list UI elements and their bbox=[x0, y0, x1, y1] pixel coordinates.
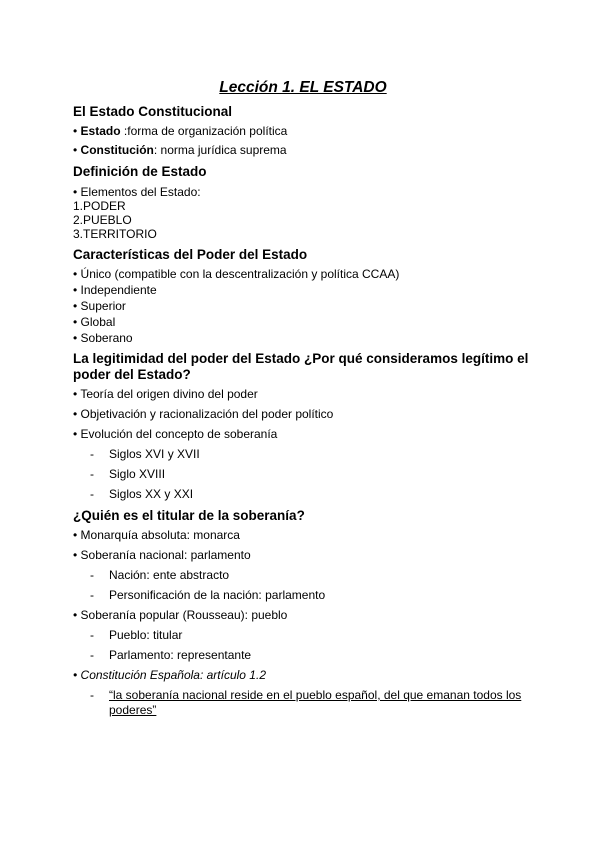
quote-line: “la soberanía nacional reside en el pueblo español, del que emanan todos los bbox=[109, 688, 522, 702]
sub-list-item bbox=[90, 487, 193, 502]
list-item bbox=[73, 668, 266, 683]
list-item bbox=[73, 387, 258, 402]
list-item bbox=[73, 124, 287, 139]
list-item-text: Constitución Española: artículo 1.2 bbox=[80, 668, 266, 682]
bullet-icon: • bbox=[73, 608, 78, 622]
sub-list-item-text: Siglos XX y XXI bbox=[109, 487, 194, 501]
sub-list-item-text: Pueblo: titular bbox=[109, 628, 183, 642]
list-item bbox=[73, 608, 287, 623]
term-estado: Estado bbox=[80, 124, 121, 138]
list-item bbox=[73, 548, 251, 563]
numbered-item-territorio: 3.TERRITORIO bbox=[73, 227, 157, 241]
dash-icon: - bbox=[90, 487, 94, 501]
definition-constitucion: : norma jurídica suprema bbox=[153, 143, 287, 157]
sub-list-item-text: Parlamento: representante bbox=[109, 648, 252, 662]
bullet-icon: • bbox=[73, 387, 78, 401]
list-item-text: Evolución del concepto de soberanía bbox=[80, 427, 278, 441]
list-item bbox=[73, 283, 157, 298]
bullet-icon: • bbox=[73, 331, 78, 345]
sub-list-item bbox=[90, 588, 325, 603]
section-heading-definicion-estado: Definición de Estado bbox=[73, 164, 207, 179]
section-heading-legitimidad-line1: La legitimidad del poder del Estado ¿Por qué consideramos legítimo el bbox=[73, 351, 529, 366]
bullet-icon: • bbox=[73, 548, 78, 562]
list-item bbox=[73, 267, 399, 282]
sub-list-item-text: Nación: ente abstracto bbox=[109, 568, 230, 582]
dash-icon: - bbox=[90, 688, 94, 702]
list-item bbox=[73, 299, 126, 314]
list-item-text: Objetivación y racionalización del poder político bbox=[80, 407, 334, 421]
list-item-text: Superior bbox=[80, 299, 126, 313]
list-item bbox=[73, 143, 287, 158]
bullet-icon: • bbox=[73, 283, 78, 297]
list-item-text: Monarquía absoluta: monarca bbox=[80, 528, 240, 542]
bullet-icon: • bbox=[73, 407, 78, 421]
list-item-text: Elementos del Estado: bbox=[80, 185, 201, 199]
list-item-text: Único (compatible con la descentralización y política CCAA) bbox=[80, 267, 400, 281]
list-item-text: Teoría del origen divino del poder bbox=[80, 387, 258, 401]
dash-icon: - bbox=[90, 588, 94, 602]
dash-icon: - bbox=[90, 628, 94, 642]
list-item-text: Soberanía popular (Rousseau): pueblo bbox=[80, 608, 288, 622]
bullet-icon: • bbox=[73, 315, 78, 329]
definition-estado: :forma de organización política bbox=[120, 124, 288, 138]
sub-list-item-text: Siglo XVIII bbox=[109, 467, 166, 481]
sub-list-item bbox=[90, 648, 251, 663]
list-item-text: Soberano bbox=[80, 331, 133, 345]
list-item-text: Soberanía nacional: parlamento bbox=[80, 548, 251, 562]
sub-list-item bbox=[90, 467, 165, 482]
bullet-icon: • bbox=[73, 668, 78, 682]
bullet-icon: • bbox=[73, 267, 78, 281]
section-heading-legitimidad-line2: poder del Estado? bbox=[73, 367, 191, 382]
list-item bbox=[73, 315, 115, 330]
section-heading-caracteristicas: Características del Poder del Estado bbox=[73, 247, 308, 262]
section-heading-titular-soberania: ¿Quién es el titular de la soberanía? bbox=[73, 508, 305, 523]
quote-block bbox=[90, 688, 540, 718]
quote-line: poderes” bbox=[109, 703, 157, 717]
list-item bbox=[73, 407, 333, 422]
bullet-icon: • bbox=[73, 528, 78, 542]
bullet-icon: • bbox=[73, 143, 78, 157]
dash-icon: - bbox=[90, 447, 94, 461]
list-item bbox=[73, 528, 240, 543]
bullet-icon: • bbox=[73, 427, 78, 441]
dash-icon: - bbox=[90, 568, 94, 582]
numbered-item-poder: 1.PODER bbox=[73, 199, 126, 213]
sub-list-item bbox=[90, 568, 229, 583]
term-constitucion: Constitución bbox=[80, 143, 154, 157]
bullet-icon: • bbox=[73, 185, 78, 199]
dash-icon: - bbox=[90, 467, 94, 481]
page-title: Lección 1. EL ESTADO bbox=[219, 79, 387, 96]
sub-list-item bbox=[90, 628, 182, 643]
list-item bbox=[73, 185, 201, 199]
list-item bbox=[73, 331, 133, 346]
bullet-icon: • bbox=[73, 299, 78, 313]
list-item-text: Independiente bbox=[80, 283, 157, 297]
sub-list-item bbox=[90, 447, 200, 462]
list-item-text: Global bbox=[80, 315, 116, 329]
section-heading-estado-constitucional: El Estado Constitucional bbox=[73, 104, 233, 119]
numbered-item-pueblo: 2.PUEBLO bbox=[73, 213, 132, 227]
dash-icon: - bbox=[90, 648, 94, 662]
sub-list-item-text: Personificación de la nación: parlamento bbox=[109, 588, 326, 602]
bullet-icon: • bbox=[73, 124, 78, 138]
sub-list-item-text: Siglos XVI y XVII bbox=[109, 447, 200, 461]
list-item bbox=[73, 427, 277, 442]
